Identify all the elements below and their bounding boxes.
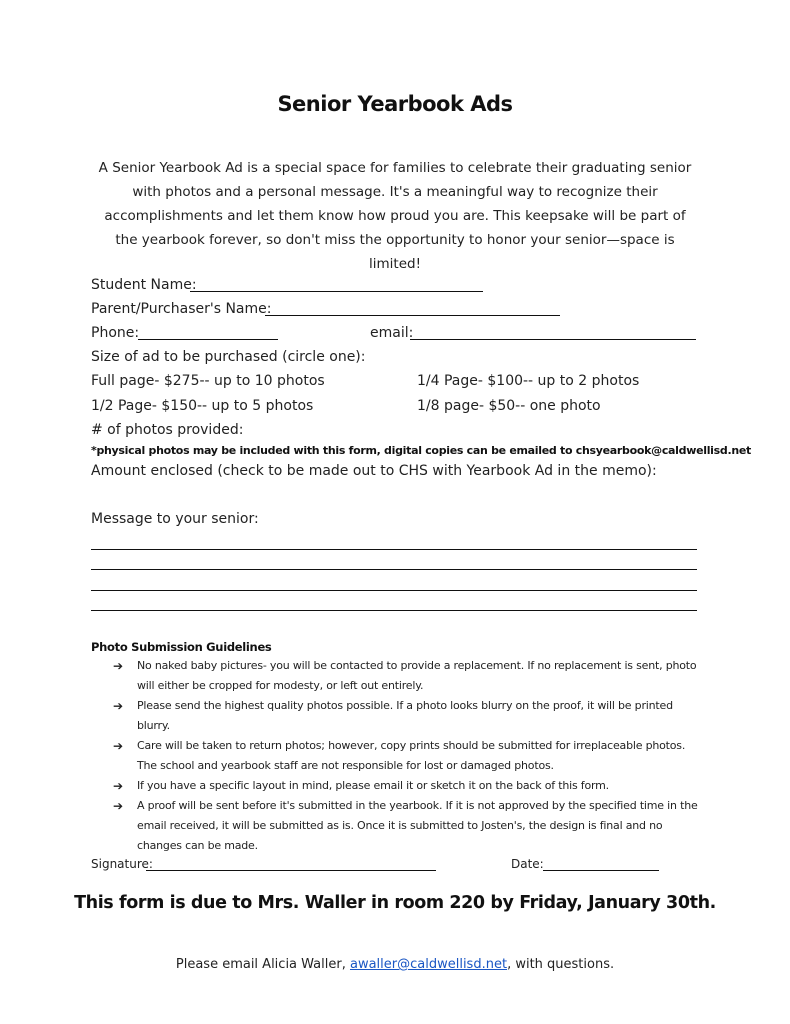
list-item [113,736,703,776]
contact-line [0,957,790,972]
option-eighth-page[interactable]: 1/8 page- $50-- one photo [417,398,601,414]
date-field[interactable] [543,870,659,871]
guidelines-list [113,656,703,856]
contact-email-link[interactable]: awaller@caldwellisd.net [349,957,508,972]
list-item [113,796,703,856]
signature-label: Signature: [91,857,153,871]
email-label: email: [370,325,414,341]
option-full-page[interactable]: Full page- $275-- up to 10 photos [91,373,325,389]
list-item [113,776,703,796]
amount-enclosed-label: Amount enclosed (check to be made out to CHS with Yearbook Ad in the memo): [91,463,657,479]
list-item [113,696,703,736]
message-line[interactable] [91,549,697,550]
phone-label: Phone: [91,325,140,341]
arrow-right-icon: ➔ [113,779,123,793]
guideline-text: A proof will be sent before it's submitted in the yearbook. If it is not approved by the specified time in the email received, it will be submitted as is. Once it is submitted to Josten's, the design is final and no changes can be made. [137,799,698,852]
list-item [113,656,703,696]
option-quarter-page[interactable]: 1/4 Page- $100-- up to 2 photos [417,373,640,389]
message-line[interactable] [91,590,697,591]
arrow-right-icon: ➔ [113,659,123,673]
option-half-page[interactable]: 1/2 Page- $150-- up to 5 photos [91,398,314,414]
guideline-text: No naked baby pictures- you will be contacted to provide a replacement. If no replacement is sent, photo will either be cropped for modesty, or left out entirely. [137,659,697,692]
email-field[interactable] [410,339,696,340]
photos-provided-label: # of photos provided: [91,422,244,438]
photos-note: *physical photos may be included with this form, digital copies can be emailed to chsyearbook@caldwellisd.net [91,444,751,457]
page-title: Senior Yearbook Ads [277,92,513,116]
guideline-text: If you have a specific layout in mind, please email it or sketch it on the back of this form. [137,779,609,792]
arrow-right-icon: ➔ [113,739,123,753]
message-line[interactable] [91,610,697,611]
guideline-text: Please send the highest quality photos possible. If a photo looks blurry on the proof, it will be printed blurry. [137,699,673,732]
signature-field[interactable] [146,870,436,871]
date-label: Date: [511,857,544,871]
intro-paragraph: A Senior Yearbook Ad is a special space for families to celebrate their graduating senior with photos and a personal message. It's a meaningful way to recognize their accomplishments and let them know how proud you are. This keepsake will be part of the yearbook forever, so don't miss the opportunity to honor your senior—space is limited! [98,160,692,272]
parent-name-field[interactable] [265,315,560,316]
arrow-right-icon: ➔ [113,799,123,813]
contact-text: Please email Alicia Waller, [175,957,350,972]
guidelines-title: Photo Submission Guidelines [91,640,272,654]
guideline-text: Care will be taken to return photos; however, copy prints should be submitted for irreplaceable photos. The school and yearbook staff are not responsible for lost or damaged photos. [137,739,686,772]
student-name-field[interactable] [190,291,483,292]
student-name-label: Student Name: [91,277,197,293]
message-line[interactable] [91,569,697,570]
phone-field[interactable] [138,339,278,340]
due-notice: This form is due to Mrs. Waller in room 220 by Friday, January 30th. [74,893,716,913]
parent-name-label: Parent/Purchaser's Name: [91,301,272,317]
message-label: Message to your senior: [91,511,259,527]
arrow-right-icon: ➔ [113,699,123,713]
size-prompt: Size of ad to be purchased (circle one): [91,349,366,365]
contact-text-end: , with questions. [507,957,615,972]
